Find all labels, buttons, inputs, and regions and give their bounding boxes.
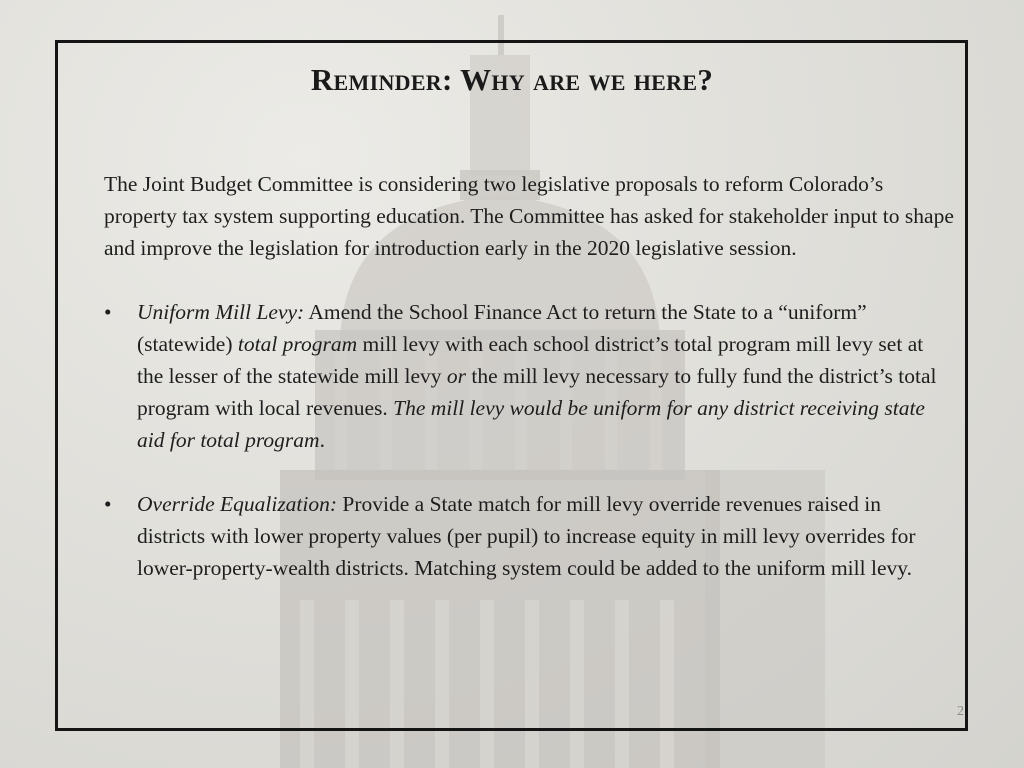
bullet-item-uniform-mill-levy [104,296,954,456]
slide-title: Reminder: Why are we here? [310,62,714,97]
bullet-term: Uniform Mill Levy: [137,300,305,324]
bullet-emphasis: The mill levy would be uniform for any district receiving state aid for total program [137,396,925,452]
bullet-item-override-equalization [104,488,954,584]
bullet-text: Provide a State match for mill levy override revenues raised in districts with lower property values (per pupil) to increase equity in mill levy overrides for lower-property-wealth districts. Matching system could be added to the uniform mill levy. [137,492,916,580]
page-number: 2 [957,704,964,719]
bullet-emphasis: total program [237,332,358,356]
bullet-text: . [319,428,325,452]
bullet-dot: • [104,300,112,324]
bullet-text: the mill levy necessary to fully fund the district’s total program with local revenues. [137,364,937,420]
bullet-text: Amend the School Finance Act to return the State to a “uniform” (statewide) [137,300,867,356]
slide-body [104,168,954,616]
bullet-text: mill levy with each school district’s total program mill levy set at the lesser of the statewide mill levy [137,332,924,388]
intro-paragraph: The Joint Budget Committee is considering two legislative proposals to reform Colorado’s property tax system supporting education. The Committee has asked for stakeholder input to shape and improve the legislation for introduction early in the 2020 legislative session. [104,172,954,260]
bullet-term: Override Equalization: [137,492,338,516]
bullet-dot: • [104,492,112,516]
bullet-emphasis: or [446,364,466,388]
